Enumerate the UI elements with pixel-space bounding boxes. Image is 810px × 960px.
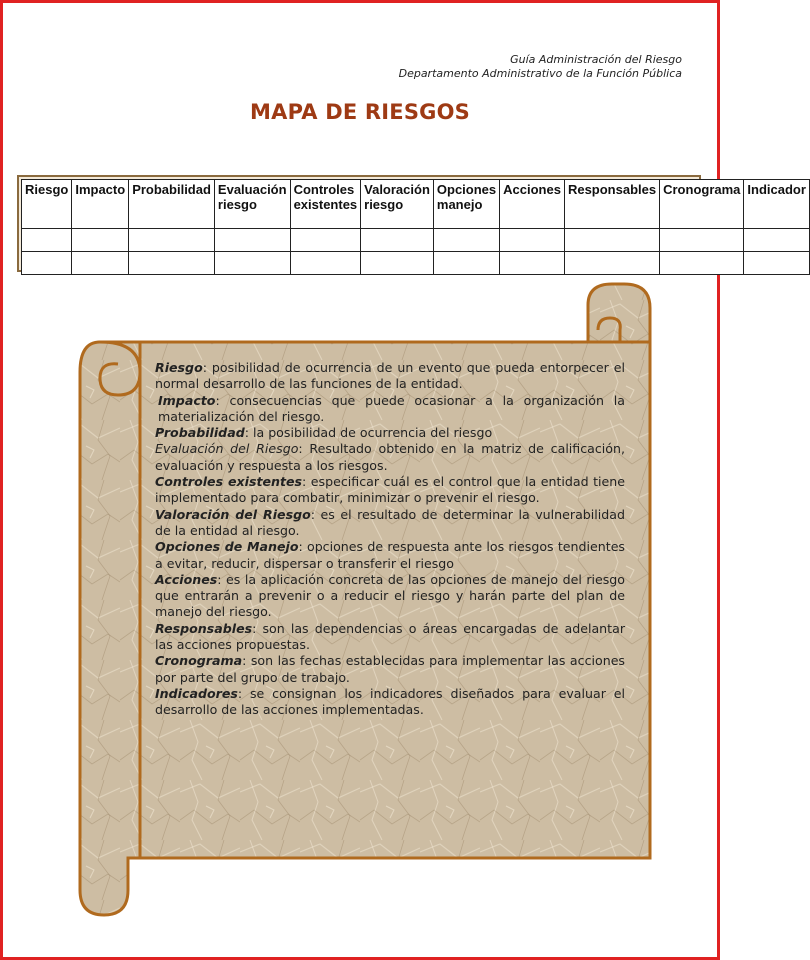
definition-text: consecuencias que puede ocasionar a la organización la materialización del riesgo.: [158, 392, 625, 424]
column-header-evaluacion: Evaluación riesgo: [214, 180, 290, 229]
definition-text: especificar cuál es el control que la entidad tiene implementado para combatir, minimizar o prevenir el riesgo.: [155, 474, 626, 506]
definition-riesgo: Riesgo: posibilidad de ocurrencia de un evento que pueda entorpecer el normal desarrollo de las funciones de la entidad.: [155, 360, 625, 392]
definition-term: Indicadores: [155, 685, 238, 701]
definition-term: Responsables: [155, 620, 253, 636]
definition-text: la posibilidad de ocurrencia del riesgo: [252, 425, 493, 441]
definition-term: Probabilidad: [155, 425, 245, 441]
column-header-probabilidad: Probabilidad: [129, 180, 215, 229]
definition-term: Impacto: [158, 392, 216, 408]
definitions-list: [155, 360, 625, 719]
definition-term: Cronograma: [155, 653, 243, 669]
definition-term: Valoración del Riesgo: [155, 506, 311, 522]
definition-impacto: Impacto: consecuencias que puede ocasionar a la organización la materialización del riesgo.: [158, 392, 625, 424]
column-header-opciones: Opciones manejo: [433, 180, 499, 229]
definition-text: son las dependencias o áreas encargadas de adelantar las acciones propuestas.: [155, 620, 626, 653]
definition-text: se consignan los indicadores diseñados para evaluar el desarrollo de las acciones implementadas.: [155, 685, 625, 718]
definition-cronograma: Cronograma: son las fechas establecidas para implementar las acciones por parte del grupo de trabajo.: [155, 653, 625, 685]
definition-opciones: Opciones de Manejo: opciones de respuesta ante los riesgos tendientes a evitar, reducir, dispersar o transferir el riesgo: [155, 539, 625, 571]
definition-acciones: Acciones: es la aplicación concreta de las opciones de manejo del riesgo que entrarán a prevenir o a reducir el riesgo y harán parte del plan de manejo del riesgo.: [155, 571, 625, 620]
definition-text: son las fechas establecidas para implementar las acciones por parte del grupo de trabajo.: [155, 653, 625, 685]
header-line-1: Guía Administración del Riesgo: [510, 53, 682, 66]
definition-text: opciones de respuesta ante los riesgos tendientes a evitar, reducir, dispersar o transferir el riesgo: [155, 539, 625, 571]
definition-text: es el resultado de determinar la vulnerabilidad de la entidad al riesgo.: [155, 506, 625, 538]
column-header-controles: Controles existentes: [290, 180, 361, 229]
definition-term: Acciones: [155, 571, 218, 587]
definition-responsables: Responsables: son las dependencias o áreas encargadas de adelantar las acciones propuestas.: [155, 620, 626, 653]
definition-text: posibilidad de ocurrencia de un evento que pueda entorpecer el normal desarrollo de las funciones de la entidad.: [155, 360, 625, 392]
definition-term: Riesgo: [155, 360, 203, 375]
definition-term: Evaluación del Riesgo: [155, 441, 299, 457]
column-header-cronograma: Cronograma: [660, 180, 744, 229]
column-header-indicador: Indicador: [744, 180, 810, 229]
page-title: MAPA DE RIESGOS: [250, 100, 470, 124]
column-header-riesgo: Riesgo: [22, 180, 72, 229]
column-header-responsables: Responsables: [564, 180, 659, 229]
definition-term: Opciones de Manejo: [155, 539, 299, 555]
column-header-impacto: Impacto: [72, 180, 129, 229]
header-line-2: Departamento Administrativo de la Función Pública: [398, 67, 682, 80]
definition-evaluacion: Evaluación del Riesgo: Resultado obtenido en la matriz de calificación, evaluación y respuesta a los riesgos.: [155, 441, 625, 473]
definition-controles: Controles existentes: especificar cuál es el control que la entidad tiene implementado para combatir, minimizar o prevenir el riesgo.: [155, 474, 626, 506]
definition-indicadores: Indicadores: se consignan los indicadores diseñados para evaluar el desarrollo de las acciones implementadas.: [155, 685, 625, 718]
definition-valoracion: Valoración del Riesgo: es el resultado de determinar la vulnerabilidad de la entidad al riesgo.: [155, 506, 625, 538]
scroll-left-roll: [80, 342, 140, 915]
column-header-acciones: Acciones: [500, 180, 565, 229]
column-header-valoracion: Valoración riesgo: [361, 180, 434, 229]
definition-term: Controles existentes: [155, 474, 303, 490]
definition-text: Resultado obtenido en la matriz de calificación, evaluación y respuesta a los riesgos.: [155, 441, 625, 473]
definition-probabilidad: Probabilidad: la posibilidad de ocurrencia del riesgo: [155, 425, 493, 441]
definition-text: es la aplicación concreta de las opciones de manejo del riesgo que entrarán a prevenir o a reducir el riesgo y harán parte del plan de manejo del riesgo.: [155, 571, 625, 620]
